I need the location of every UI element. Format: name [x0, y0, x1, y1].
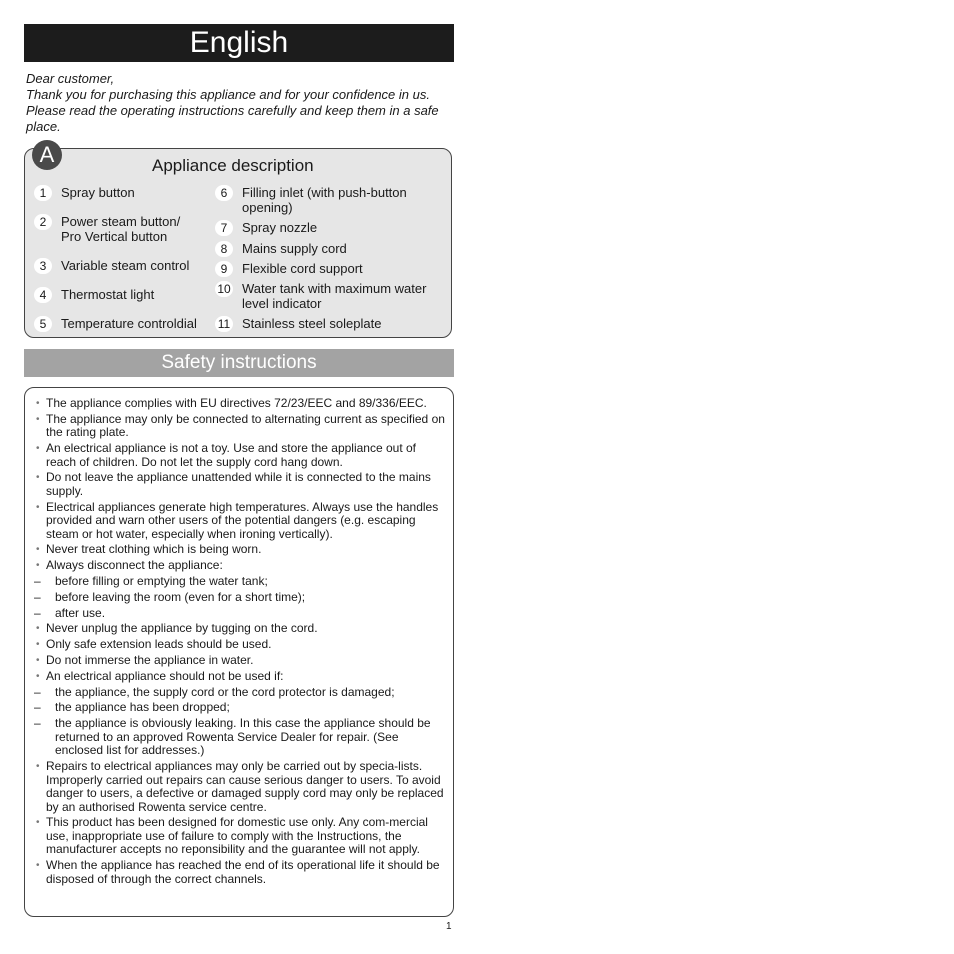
safety-item-text: after use.	[55, 605, 106, 620]
item-label: Temperature controldial	[61, 316, 197, 331]
safety-bullet-item	[34, 622, 446, 636]
desc-item-9	[215, 261, 445, 277]
dash-marker: –	[34, 605, 41, 620]
safety-bullet-item	[34, 471, 446, 498]
item-number: 9	[215, 261, 233, 277]
appliance-description-title: Appliance description	[152, 156, 314, 175]
safety-item-text: the appliance has been dropped;	[55, 700, 230, 715]
desc-item-7	[215, 220, 445, 236]
desc-item-5	[34, 316, 214, 332]
safety-dash-item	[34, 591, 446, 605]
safety-bullet-item	[34, 501, 446, 542]
safety-item-text: This product has been designed for domestic use only. Any com-mercial use, inappropriate use of failure to comply with the Instructions, the manufacturer accepts no reponsibility and the guarantee will not apply.	[46, 815, 428, 857]
desc-item-8	[215, 241, 445, 257]
dash-marker: –	[34, 574, 41, 589]
safety-dash-item	[34, 717, 446, 758]
safety-item-text: Never unplug the appliance by tugging on the cord.	[46, 621, 318, 636]
safety-item-text: before filling or emptying the water tank;	[55, 574, 268, 589]
item-number: 7	[215, 220, 233, 236]
safety-item-text: Do not immerse the appliance in water.	[46, 653, 254, 668]
item-number: 6	[215, 185, 233, 201]
item-label: Mains supply cord	[242, 241, 347, 256]
item-number: 4	[34, 287, 52, 303]
safety-bullet-item	[34, 760, 446, 814]
safety-item-text: An electrical appliance is not a toy. Use and store the appliance out of reach of children. Do not let the supply cord hang down.	[46, 441, 417, 469]
item-label: Thermostat light	[61, 287, 155, 302]
dash-marker: –	[34, 700, 41, 715]
safety-dash-item	[34, 701, 446, 715]
item-label: Flexible cord support	[242, 261, 363, 276]
page-title: English	[24, 24, 454, 62]
safety-item-text: When the appliance has reached the end of its operational life it should be disposed of through the correct channels.	[46, 858, 440, 886]
dash-marker: –	[34, 684, 41, 699]
safety-dash-item	[34, 686, 446, 700]
item-number: 3	[34, 258, 52, 274]
page-number: 1	[446, 921, 452, 932]
safety-dash-item	[34, 607, 446, 621]
safety-title: Safety instructions	[24, 349, 454, 377]
safety-bullet-item	[34, 442, 446, 469]
desc-item-6	[215, 185, 445, 215]
desc-item-3	[34, 258, 210, 274]
item-number: 8	[215, 241, 233, 257]
item-label: Power steam button/ Pro Vertical button	[61, 214, 181, 244]
safety-item-text: before leaving the room (even for a short time);	[55, 589, 306, 604]
safety-dash-item	[34, 575, 446, 589]
item-number: 11	[215, 316, 233, 332]
item-label: Spray button	[61, 185, 135, 200]
safety-bullet-item	[34, 397, 446, 411]
safety-item-text: Repairs to electrical appliances may only be carried out by specia-lists. Improperly carried out repairs can cause serious danger to users. To avoid danger to users, a defective or damaged supply cord may only be replaced by an authorised Rowenta service centre.	[46, 759, 444, 814]
safety-bullet-item	[34, 654, 446, 668]
safety-bullet-item	[34, 670, 446, 684]
safety-item-text: the appliance, the supply cord or the cord protector is damaged;	[55, 684, 395, 699]
safety-item-text: Always disconnect the appliance:	[46, 558, 223, 573]
safety-list	[34, 397, 446, 888]
intro-text	[26, 71, 454, 135]
safety-item-text: Never treat clothing which is being worn.	[46, 542, 262, 557]
safety-bullet-item	[34, 816, 446, 857]
desc-item-4	[34, 287, 210, 303]
desc-item-1	[34, 185, 204, 201]
item-number: 10	[215, 281, 233, 297]
desc-item-11	[215, 316, 445, 332]
dash-marker: –	[34, 589, 41, 604]
desc-item-2	[34, 214, 204, 244]
intro-body: Thank you for purchasing this appliance and for your confidence in us. Please read the operating instructions carefully and keep them in a safe place.	[26, 87, 439, 134]
desc-item-10	[215, 281, 440, 311]
safety-item-text: Electrical appliances generate high temperatures. Always use the handles provided and warn other users of the potential dangers (e.g. escaping steam or hot water, especially when ironing vertically).	[46, 499, 439, 541]
safety-item-text: An electrical appliance should not be used if:	[46, 668, 284, 683]
safety-item-text: The appliance may only be connected to alternating current as specified on the rating plate.	[46, 411, 445, 440]
safety-bullet-item	[34, 638, 446, 652]
safety-bullet-item	[34, 559, 446, 573]
item-number: 1	[34, 185, 52, 201]
safety-item-text: Only safe extension leads should be used.	[46, 637, 272, 652]
item-label: Stainless steel soleplate	[242, 316, 382, 331]
item-number: 5	[34, 316, 52, 332]
section-badge: A	[32, 140, 62, 170]
safety-item-text: the appliance is obviously leaking. In this case the appliance should be returned to an approved Rowenta Service Dealer for repair. (See enclosed list for addresses.)	[55, 716, 431, 758]
item-label: Spray nozzle	[242, 220, 318, 235]
item-number: 2	[34, 214, 52, 230]
item-label: Variable steam control	[61, 258, 190, 273]
safety-bullet-item	[34, 413, 446, 440]
safety-bullet-item	[34, 543, 446, 557]
dash-marker: –	[34, 716, 41, 731]
intro-greeting: Dear customer,	[26, 71, 115, 86]
item-label: Water tank with maximum water level indicator	[242, 281, 427, 311]
safety-item-text: Do not leave the appliance unattended while it is connected to the mains supply.	[46, 470, 431, 498]
safety-item-text: The appliance complies with EU directives 72/23/EEC and 89/336/EEC.	[46, 396, 427, 410]
item-label: Filling inlet (with push-button opening)	[242, 185, 407, 215]
safety-bullet-item	[34, 859, 446, 886]
